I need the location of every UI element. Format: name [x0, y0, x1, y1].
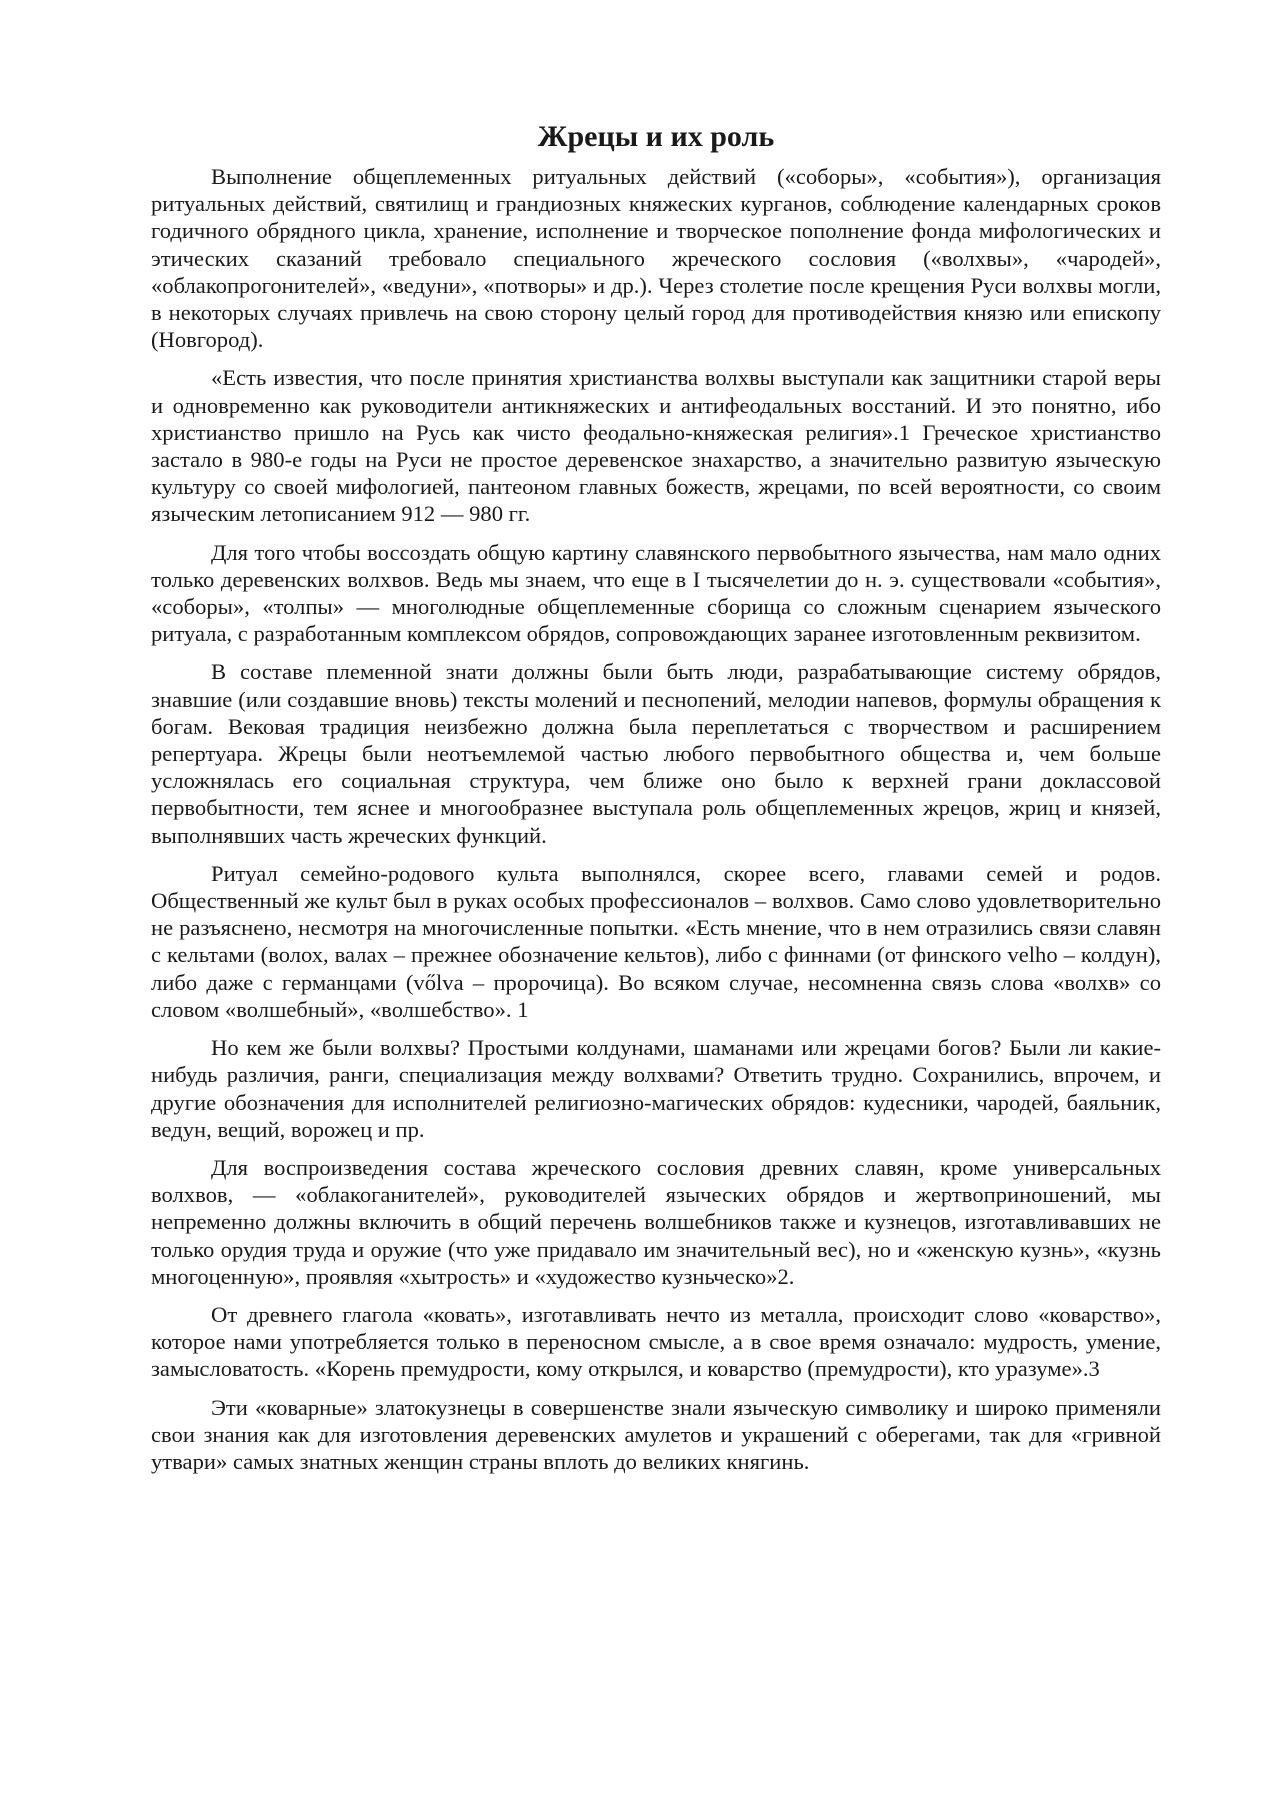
paragraph-2: «Есть известия, что после принятия христианства волхвы выступали как защитники старой веры и одновременно как руководители антикняжеских и антифеодальных восстаний. И это понятно, ибо христианство пришло на Русь как чисто феодально-княжеская религия».1 Греческое христианство застало в 980-е годы на Руси не простое деревенское знахарство, а значительно развитую языческую культуру со своей мифологией, пантеоном главных божеств, жрецами, по всей вероятности, со своим языческим летописанием 912 — 980 гг. — [151, 365, 1161, 527]
paragraph-1: Выполнение общеплеменных ритуальных действий («соборы», «события»), организация ритуальных действий, святилищ и грандиозных княжеских курганов, соблюдение календарных сроков годичного обрядного цикла, хранение, исполнение и творческое пополнение фонда мифологических и этических сказаний требовало специального жреческого сословия («волхвы», «чародей», «облакопрогонителей», «ведуни», «потворы» и др.). Через столетие после крещения Руси волхвы могли, в некоторых случаях привлечь на свою сторону целый город для противодействия князю или епископу (Новгород). — [151, 164, 1161, 353]
document-body — [151, 118, 1161, 1486]
paragraph-6: Но кем же были волхвы? Простыми колдунами, шаманами или жрецами богов? Были ли какие-нибудь различия, ранги, специализация между волхвами? Ответить трудно. Сохранились, впрочем, и другие обозначения для исполнителей религиозно-магических обрядов: кудесники, чародей, баяльник, ведун, вещий, ворожец и пр. — [151, 1035, 1161, 1142]
paragraph-8: От древнего глагола «ковать», изготавливать нечто из металла, происходит слово «коварство», которое нами употребляется только в переносном смысле, а в свое время означало: мудрость, умение, замысловатость. «Корень премудрости, кому открылся, и коварство (премудрости), кто уразуме».3 — [151, 1301, 1161, 1382]
paragraph-4: В составе племенной знати должны были быть люди, разрабатывающие систему обрядов, знавшие (или создавшие вновь) тексты молений и песнопений, мелодии напевов, формулы обращения к богам. Вековая традиция неизбежно должна была переплетаться с творчеством и расширением репертуара. Жрецы были неотъемлемой частью любого первобытного общества и, чем больше усложнялась его социальная структура, чем ближе оно было к верхней грани доклассовой первобытности, тем яснее и многообразнее выступала роль общеплеменных жрецов, жриц и князей, выполнявших часть жреческих функций. — [151, 659, 1161, 848]
paragraph-7: Для воспроизведения состава жреческого сословия древних славян, кроме универсальных волхвов, — «облакоганителей», руководителей языческих обрядов и жертвоприношений, мы непременно должны включить в общий перечень волшебников также и кузнецов, изготавливавших не только орудия труда и оружие (что уже придавало им значительный вес), но и «женскую кузнь», «кузнь многоценную», проявляя «хытрость» и «художество кузньческо»2. — [151, 1154, 1161, 1289]
paragraph-3: Для того чтобы воссоздать общую картину славянского первобытного язычества, нам мало одних только деревенских волхвов. Ведь мы знаем, что еще в I тысячелетии до н. э. существовали «события», «соборы», «толпы» — многолюдные общеплеменные сборища со сложным сценарием языческого ритуала, с разработанным комплексом обрядов, сопровождающих заранее изготовленным реквизитом. — [151, 539, 1161, 647]
paragraph-9: Эти «коварные» златокузнецы в совершенстве знали языческую символику и широко применяли свои знания как для изготовления деревенских амулетов и украшений с оберегами, так для «гривной утвари» самых знатных женщин страны вплоть до великих княгинь. — [151, 1394, 1161, 1474]
document-title: Жрецы и их роль — [537, 120, 775, 153]
paragraph-5: Ритуал семейно-родового культа выполнялся, скорее всего, главами семей и родов. Общественный же культ был в руках особых профессионалов – волхвов. Само слово удовлетворительно не разъяснено, несмотря на многочисленные попытки. «Есть мнение, что в нем отразились связи славян с кельтами (волох, валах – прежнее обозначение кельтов), либо с финнами (от финского velho – колдун), либо даже с германцами (vőlva – пророчица). Во всяком случае, несомненна связь слова «волхв» со словом «волшебный», «волшебство». 1 — [151, 860, 1161, 1022]
